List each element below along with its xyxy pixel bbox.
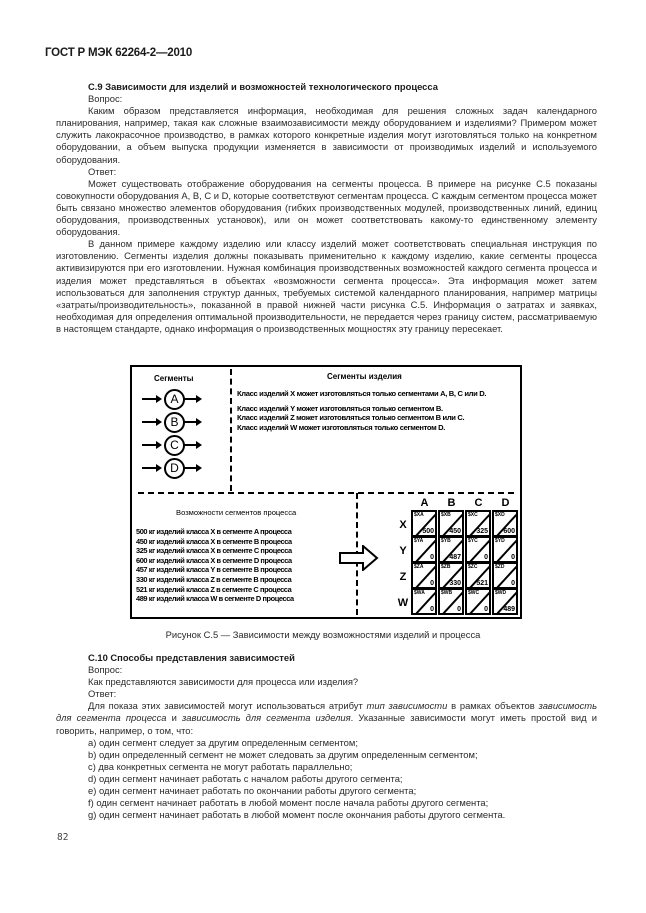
segment-circle-icon: A: [164, 389, 185, 410]
segments-title: Сегменты: [154, 374, 194, 383]
matrix-col-header: A: [420, 497, 429, 509]
matrix-cell: $YD 0: [492, 536, 518, 563]
matrix-cell: $ZD 0: [492, 562, 518, 589]
matrix-row-header: Z: [399, 571, 407, 583]
capabilities-list: [136, 527, 294, 604]
capability-item: 330 кг изделий класса Z в сегменте B процесса: [136, 574, 292, 584]
segment-circle-icon: B: [164, 412, 185, 433]
matrix-cell: $YA 0: [411, 536, 437, 563]
answer-paragraph-2: В данном примере каждому изделию или классу изделий может соответствовать специальная инструкция по изготовлению. Сегменты изделия должны показывать применительно к каждому изделию, какие сегменты процесса активизируются при его изготовлении. Нужная комбинация производственных возможностей каждого сегмента процесса и изделия может представляться в объектах «возможности сегмента процесса». Эта информация может затем использоваться для заполнения структур данных, требуемых системой календарного планирования, например матрицы «затраты/производительность», показанной в правой нижней части рисунка С.5. Информация о затратах и заявках, необходимая для определения оптимальной производительности, не передается через границу систем, рассматриваемую в настоящем стандарте, однако информация о производственных мощностях эту границу пересекает.: [56, 238, 597, 334]
matrix-col-header: C: [474, 497, 483, 509]
list-item: c) два конкретных сегмента не могут работать параллельно;: [88, 760, 353, 772]
figure-c5: [130, 365, 522, 619]
matrix-cell: $YB 487: [438, 536, 464, 563]
matrix-cell: $ZB 330: [438, 562, 464, 589]
segment-b: [142, 412, 212, 432]
capability-item: 500 кг изделий класса X в сегменте A процесса: [136, 527, 292, 536]
divider-horizontal: [138, 492, 514, 494]
matrix-cell: $WA 0: [411, 588, 437, 615]
question-label: Вопрос:: [88, 664, 123, 676]
segment-c: [142, 435, 212, 455]
section-c9: [56, 81, 597, 335]
section-c10: [56, 652, 597, 821]
list-item: a) один сегмент следует за другим определенным сегментом;: [88, 736, 358, 748]
matrix-col-header: B: [447, 497, 456, 509]
segment-a: [142, 389, 212, 409]
list-item: b) один определенный сегмент не может следовать за другим определенным сегментом;: [88, 748, 478, 760]
capabilities-title: Возможности сегментов процесса: [176, 508, 297, 517]
term-process-segment-dependency: зависимость для сегмента процесса: [56, 700, 597, 724]
matrix-cell: $YC 0: [465, 536, 491, 563]
list-item: d) один сегмент начинает работать с началом работы другого сегмента;: [88, 772, 403, 784]
list-item: e) один сегмент начинает работать по окончании работы другого сегмента;: [88, 785, 417, 797]
list-item: f) один сегмент начинает работать в любой момент после начала работы другого сегмента;: [88, 797, 489, 809]
matrix-cell: $XD 600: [492, 510, 518, 537]
question-text: Каким образом представляется информация, необходимая для решения сложных задач календарного планирования, например, такая как сложные взаимозависимости между оборудованием и изделиями? Примером может служить лакокрасочное производство, в рамках которого конкретные изделия могут изготовляться только на конкретном оборудовании, а объем выпуска продукции изменяется в зависимости от производимых изделий и используемого оборудования.: [56, 105, 597, 165]
matrix-cell: $ZC 521: [465, 562, 491, 589]
section-c9-title: С.9 Зависимости для изделий и возможностей технологического процесса: [88, 81, 438, 92]
capability-item: 450 кг изделий класса X в сегменте B процесса: [136, 536, 292, 546]
answer-label: Ответ:: [88, 688, 117, 700]
answer-paragraph-1: Может существовать отображение оборудования на сегменты процесса. В примере на рисунке С.5 показаны совокупности оборудования A, B, C и D, которые соответствуют сегментам процесса. С каждым сегментом процесса может быть связано множество элементов оборудования (гибких производственных модулей, производственных линий, единиц оборудования, производственных установок), или он может соответствовать какому-то единственному элементу оборудования.: [56, 177, 598, 238]
capability-item: 489 кг изделий класса W в сегменте D процесса: [136, 594, 294, 604]
list-item: g) один сегмент начинает работать в любой момент после окончания работы другого сегмента.: [88, 809, 506, 821]
arrow-right-icon: [339, 545, 379, 571]
product-segments-title: Сегменты изделия: [327, 372, 402, 381]
answer-label: Ответ:: [88, 165, 117, 177]
matrix-cell: $ZA 0: [411, 562, 437, 589]
product-segment-x: Класс изделий X может изготовляться только сегментами A, B, C или D.: [237, 389, 487, 398]
matrix-cell: $XB 450: [438, 510, 464, 537]
question-text: Как представляются зависимости для процесса или изделия?: [88, 676, 359, 688]
capability-item: 600 кг изделий класса X в сегменте D процесса: [136, 555, 292, 565]
capability-item: 457 кг изделий класса Y в сегменте B процесса: [136, 565, 292, 575]
segment-d: [142, 458, 212, 478]
answer-paragraph: Для показа этих зависимостей могут использоваться атрибут тип зависимости в рамках объектов зависимость для сегмента процесса и зависимость для сегмента изделия. Указанные зависимости могут иметь простой вид и говорить, например, о том, что:: [56, 700, 598, 736]
section-c10-title: С.10 Способы представления зависимостей: [88, 652, 295, 663]
matrix-cell: $XA 500: [411, 510, 437, 537]
matrix-cell: $XC 325: [465, 510, 491, 537]
divider-vertical-top: [230, 369, 232, 491]
capability-item: 325 кг изделий класса X в сегменте C процесса: [136, 546, 292, 556]
product-segments-list: [237, 389, 522, 437]
product-segment-z: Класс изделий Z может изготовляться только сегментом B или C.: [237, 413, 465, 422]
matrix-cell: $WC 0: [465, 588, 491, 615]
question-label: Вопрос:: [88, 93, 123, 105]
figure-caption: Рисунок С.5 — Зависимости между возможностями изделий и процесса: [165, 629, 481, 640]
product-segment-y: Класс изделий Y может изготовляться только сегментом B.: [237, 403, 443, 413]
matrix-cell: $WD 489: [492, 588, 518, 615]
matrix-col-header: D: [501, 497, 510, 509]
page-number: 82: [57, 832, 69, 843]
product-segment-w: Класс изделий W может изготовляться только сегментом D.: [237, 422, 446, 432]
document-standard-header: ГОСТ Р МЭК 62264-2—2010: [45, 47, 193, 59]
matrix-row-header: W: [397, 597, 409, 609]
capability-item: 521 кг изделий класса Z в сегменте C процесса: [136, 584, 292, 594]
matrix-row-header: X: [399, 519, 407, 531]
matrix-cell: $WB 0: [438, 588, 464, 615]
segment-circle-icon: D: [164, 458, 185, 479]
term-dependency-type: тип зависимости: [366, 700, 448, 712]
matrix-row-header: Y: [399, 545, 407, 557]
term-product-segment-dependency: зависимость для сегмента изделия: [182, 712, 351, 724]
segment-circle-icon: C: [164, 435, 185, 456]
